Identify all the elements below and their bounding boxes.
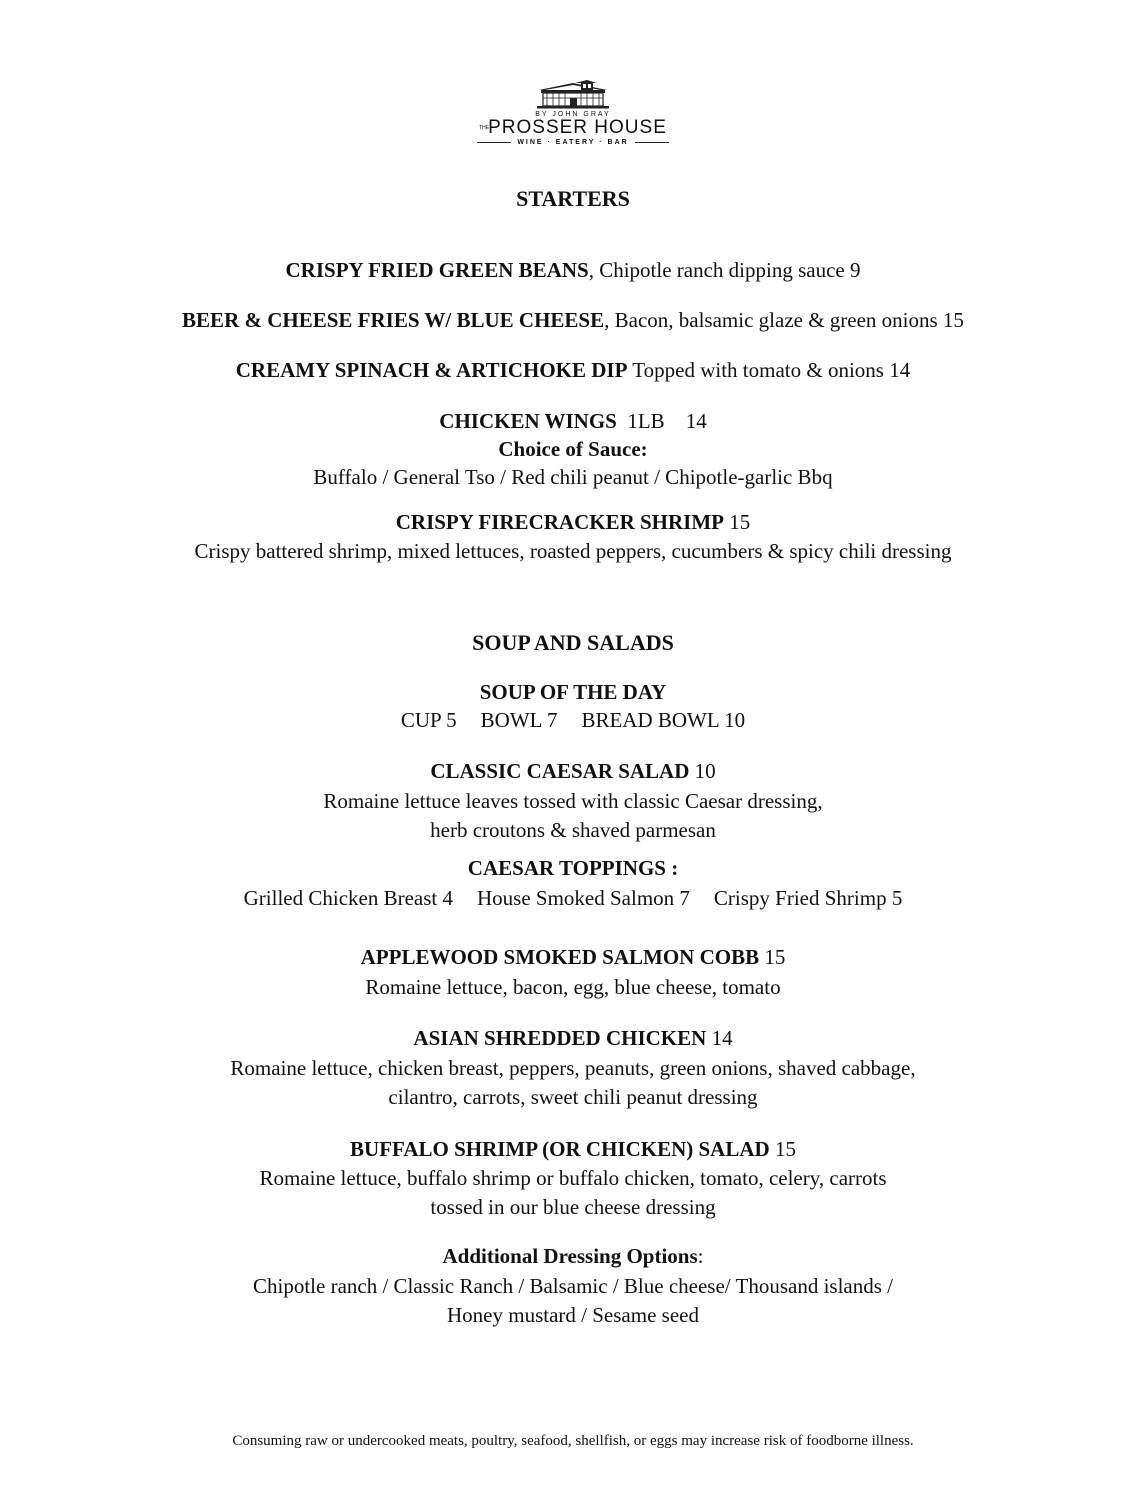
topping-salmon: House Smoked Salmon 7 xyxy=(477,886,690,910)
topping-chicken: Grilled Chicken Breast 4 xyxy=(243,886,453,910)
asian-chicken-name: ASIAN SHREDDED CHICKEN xyxy=(413,1026,707,1050)
dressing-options-label xyxy=(0,1243,1146,1269)
cheese-fries-name: BEER & CHEESE FRIES W/ BLUE CHEESE xyxy=(182,308,605,332)
topping-shrimp: Crispy Fried Shrimp 5 xyxy=(713,886,903,910)
spinach-dip-name: CREAMY SPINACH & ARTICHOKE DIP xyxy=(235,358,628,382)
firecracker-shrimp-desc: Crispy battered shrimp, mixed lettuces, roasted peppers, cucumbers & spicy chili dressing xyxy=(194,539,952,563)
food-safety-disclaimer: Consuming raw or undercooked meats, poultry, seafood, shellfish, or eggs may increase risk of foodborne illness. xyxy=(232,1433,914,1449)
asian-chicken-desc-line1: Romaine lettuce, chicken breast, peppers, peanuts, green onions, shaved cabbage, xyxy=(230,1056,916,1080)
dressing-label-colon: : xyxy=(697,1244,704,1268)
wings-sauce-label: Choice of Sauce: xyxy=(498,437,648,461)
buffalo-desc-line1: Romaine lettuce, buffalo shrimp or buffalo chicken, tomato, celery, carrots xyxy=(259,1166,887,1190)
caesar-salad-price: 10 xyxy=(689,759,716,783)
caesar-desc-line2: herb croutons & shaved parmesan xyxy=(430,818,716,842)
green-beans-desc: , Chipotle ranch dipping sauce 9 xyxy=(588,258,861,282)
logo-byline: BY JOHN GRAY xyxy=(535,111,611,118)
item-asian-chicken xyxy=(0,1025,1146,1051)
salmon-cobb-price: 15 xyxy=(759,945,786,969)
item-green-beans xyxy=(0,257,1146,283)
caesar-salad-name: CLASSIC CAESAR SALAD xyxy=(430,759,690,783)
logo-rule-left xyxy=(477,142,511,143)
buffalo-desc-line2: tossed in our blue cheese dressing xyxy=(430,1195,716,1219)
asian-chicken-price: 14 xyxy=(706,1026,733,1050)
cheese-fries-desc: , Bacon, balsamic glaze & green onions 15 xyxy=(604,308,964,332)
dressing-list-line1: Chipotle ranch / Classic Ranch / Balsamic / Blue cheese/ Thousand islands / xyxy=(253,1274,893,1298)
caesar-toppings-list xyxy=(0,885,1146,911)
caesar-toppings-label: CAESAR TOPPINGS : xyxy=(467,856,679,880)
soup-bread-bowl-price: BREAD BOWL 10 xyxy=(581,708,746,732)
logo-name: PROSSER HOUSE xyxy=(488,117,667,138)
chicken-wings-name: CHICKEN WINGS xyxy=(439,409,617,433)
caesar-desc-line1: Romaine lettuce leaves tossed with classic Caesar dressing, xyxy=(323,789,823,813)
item-chicken-wings xyxy=(0,408,1146,434)
firecracker-shrimp-price: 15 xyxy=(724,510,751,534)
wings-sauce-list: Buffalo / General Tso / Red chili peanut / Chipotle-garlic Bbq xyxy=(313,465,833,489)
salmon-cobb-desc: Romaine lettuce, bacon, egg, blue cheese, tomato xyxy=(365,975,781,999)
asian-chicken-desc-line2: cilantro, carrots, sweet chili peanut dressing xyxy=(388,1085,758,1109)
item-spinach-dip xyxy=(0,357,1146,383)
soup-bowl-price: BOWL 7 xyxy=(480,708,558,732)
dressing-label-text: Additional Dressing Options xyxy=(442,1244,698,1268)
item-buffalo-salad xyxy=(0,1136,1146,1162)
chicken-wings-detail: 1LB 14 xyxy=(616,409,707,433)
item-caesar-salad xyxy=(0,758,1146,784)
soup-salads-heading: SOUP AND SALADS xyxy=(472,630,674,655)
soup-prices xyxy=(0,707,1146,733)
house-icon xyxy=(535,80,611,110)
soup-cup-price: CUP 5 xyxy=(400,708,457,732)
spinach-dip-desc: Topped with tomato & onions 14 xyxy=(627,358,911,382)
salmon-cobb-name: APPLEWOOD SMOKED SALMON COBB xyxy=(360,945,760,969)
item-salmon-cobb xyxy=(0,944,1146,970)
firecracker-shrimp-name: CRISPY FIRECRACKER SHRIMP xyxy=(395,510,724,534)
buffalo-salad-name: BUFFALO SHRIMP (OR CHICKEN) SALAD xyxy=(350,1137,770,1161)
item-firecracker-shrimp xyxy=(0,509,1146,535)
green-beans-name: CRISPY FRIED GREEN BEANS xyxy=(285,258,589,282)
dressing-list-line2: Honey mustard / Sesame seed xyxy=(447,1303,699,1327)
buffalo-salad-price: 15 xyxy=(769,1137,796,1161)
logo-the: THE xyxy=(479,124,490,131)
logo-rule-right xyxy=(635,142,669,143)
item-cheese-fries xyxy=(0,307,1146,333)
prosser-house-logo xyxy=(0,80,1146,146)
starters-heading: STARTERS xyxy=(516,186,630,211)
logo-tagline: WINE · EATERY · BAR xyxy=(517,139,629,146)
soup-of-day-name: SOUP OF THE DAY xyxy=(479,680,667,704)
